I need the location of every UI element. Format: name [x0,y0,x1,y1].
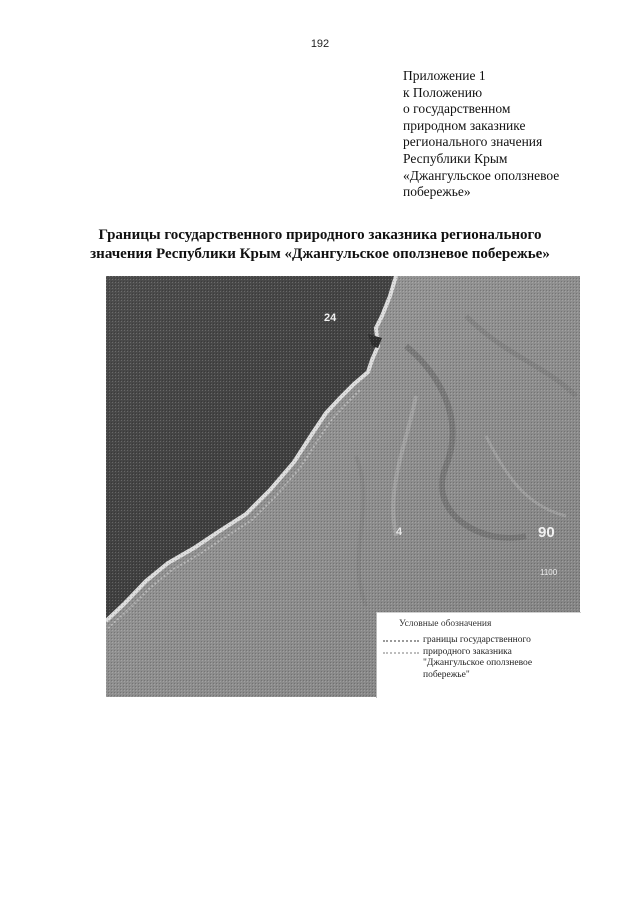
appendix-line: регионального значения [403,134,543,150]
map-legend [376,612,581,698]
appendix-caption [403,68,623,201]
legend-boundary-swatch [383,640,419,642]
legend-entry [423,635,573,681]
appendix-line: Приложение 1 [403,68,486,83]
legend-line: "Джангульское оползневое [423,658,533,668]
legend-line: побережье" [423,669,470,680]
document-title [60,226,580,264]
appendix-line: о государственном [403,101,511,117]
appendix-line: к Положению [403,84,483,100]
map-marker-label: 24 [324,312,337,324]
legend-line: границы государственного [423,635,531,645]
map-marker-label: 1100 [540,568,558,577]
legend-line: природного заказника [423,646,512,657]
appendix-line: «Джангульское оползневое [403,167,560,183]
legend-title: Условные обозначения [399,619,492,629]
map-marker-label: 4 [396,526,403,538]
page-number: 192 [310,38,330,50]
appendix-line: побережье» [403,184,471,200]
appendix-line: природном заказнике [403,117,526,133]
map-marker-label: 90 [538,524,555,541]
title-line: Границы государственного природного заказника регионального [98,227,542,243]
title-line: значения Республики Крым «Джангульское оползневое побережье» [90,246,550,262]
appendix-line: Республики Крым [403,150,508,166]
